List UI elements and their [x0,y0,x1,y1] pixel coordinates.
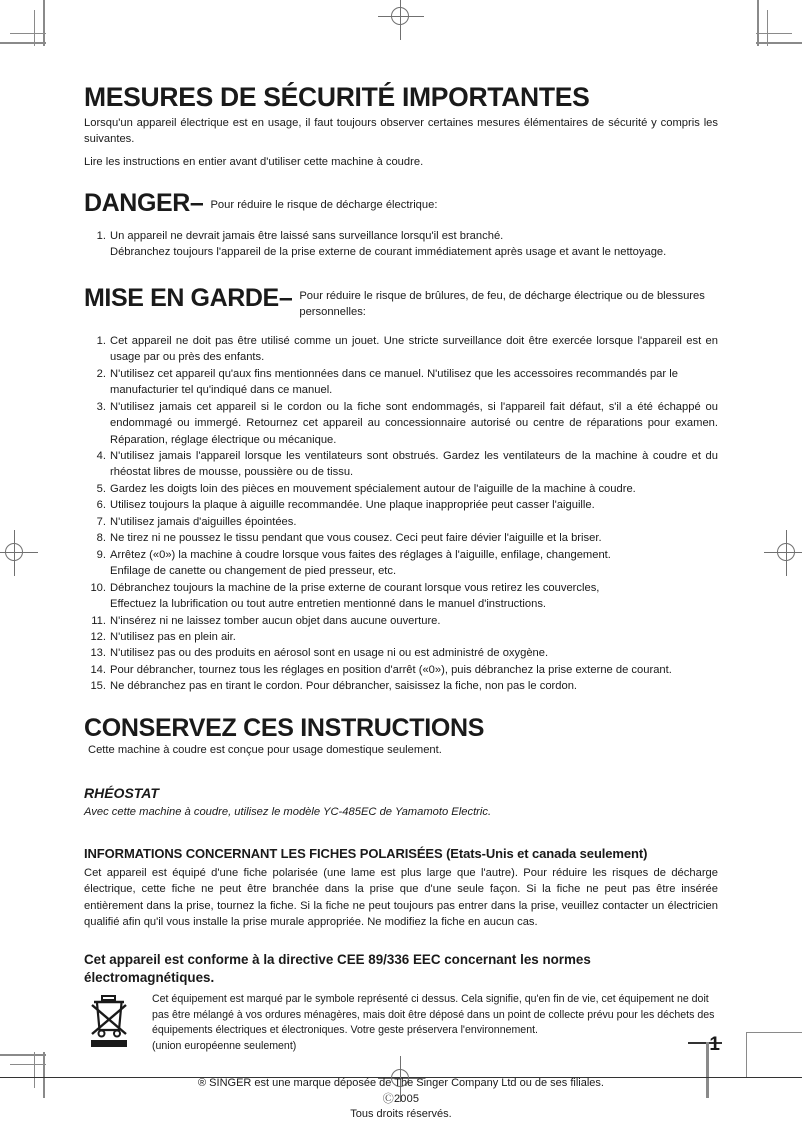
crop-mark-top-left-vertical [43,0,45,46]
warning-item-text: N'utilisez pas en plein air. [110,630,236,643]
crop-mark-top-left-horizontal [0,42,46,44]
warning-item [84,547,718,563]
weee-note: (union européenne seulement) [152,1039,297,1052]
warning-item-number: 11. [91,614,106,627]
warning-item-number: 4. [96,449,106,462]
warning-item-number: 6. [96,499,106,512]
warning-item-text: N'utilisez jamais d'aiguilles épointées. [110,515,297,528]
warning-item [84,448,718,481]
weee-notice [84,992,718,1054]
warning-item-list [84,333,718,695]
weee-text-block [150,992,718,1054]
document-page [84,84,718,1123]
polarized-title: INFORMATIONS CONCERNANT LES FICHES POLARISÉES (Etats-Unis et canada seulement) [84,846,648,862]
footer-copyright: Ⓒ2005 [382,1092,420,1105]
warning-item [84,580,718,596]
page-number: 1 [709,1034,720,1055]
rheostat-text: Avec cette machine à coudre, utilisez le modèle YC-485EC de Yamamoto Electric. [84,805,492,818]
warning-item [84,481,718,497]
warning-item-number: 9. [96,548,106,561]
warning-item [84,514,718,530]
crop-mark-top-right-vertical [757,0,759,46]
danger-keyword: DANGER– [84,188,204,217]
warning-heading [84,286,718,320]
warning-item-text: Débranchez toujours la machine de la prise externe de courant lorsque vous retirez les couvercles, [110,581,600,594]
warning-item [84,333,718,366]
crossed-out-wheeled-bin-icon [84,992,150,1053]
warning-item [84,530,718,546]
crop-mark-bottom-left-horizontal [0,1054,46,1056]
intro-paragraph-2: Lire les instructions en entier avant d'utiliser cette machine à coudre. [84,155,424,168]
crop-mark-bottom-right-inner-vertical [746,1032,747,1078]
warning-item-text: Ne tirez ni ne poussez le tissu pendant que vous cousez. Ceci peut faire dévier l'aiguille et la briser. [110,532,602,545]
danger-continuation: Débranchez toujours l'appareil de la prise externe de courant immédiatement après usage et avant le nettoyage. [110,246,667,258]
warning-item-number: 14. [90,663,106,676]
warning-keyword: MISE EN GARDE– [84,284,293,313]
warning-item-text: N'utilisez cet appareil qu'aux fins mentionnées dans ce manuel. N'utilisez que les accessoires recommandés par le manufacturier tel qu'indiqué dans ce manuel. [110,367,678,397]
warning-item-text: N'utilisez jamais cet appareil si le cordon ou la fiche sont endommagés, si l'appareil fait défaut, s'il a été échappé ou endommagé ou immergé. Retournez cet appareil au concessionnaire autorisé ou centre de réparations pour examen. Réparation, réglage électrique ou mécanique. [110,400,718,446]
crop-mark-top-right-horizontal [756,42,802,44]
warning-item-number: 10. [90,581,106,594]
warning-item-number: 13. [90,647,106,660]
crop-mark-bottom-right-inner-horizontal [746,1032,802,1033]
warning-item-number: 2. [96,367,106,380]
crop-mark-bottom-left-inner-horizontal [10,1064,46,1065]
warning-item-continuation: Enfilage de canette ou changement de pied presseur, etc. [110,565,397,578]
warning-item-number: 7. [96,515,106,528]
conserve-title: CONSERVEZ CES INSTRUCTIONS [84,713,485,742]
warning-item-text: Pour débrancher, tournez tous les réglages en position d'arrêt («0»), puis débranchez la prise externe de courant. [110,663,672,676]
warning-item [84,399,718,448]
warning-item [84,613,718,629]
warning-item [84,497,718,513]
crop-mark-top-left-inner-vertical [34,10,35,46]
warning-item-number: 15. [90,680,106,693]
warning-item-text: Utilisez toujours la plaque à aiguille recommandée. Une plaque inappropriée peut casser l'aiguille. [110,499,595,512]
warning-item-number: 3. [96,400,106,413]
footer [84,1076,718,1123]
warning-item-text: Arrêtez («0») la machine à coudre lorsque vous faites des réglages à l'aiguille, enfilage, changement. [110,548,611,561]
warning-item [84,645,718,661]
crop-mark-top-right-inner-horizontal [756,33,792,34]
danger-item [84,228,718,244]
warning-item-number: 1. [96,334,106,347]
warning-item-text: N'insérez ni ne laissez tomber aucun objet dans aucune ouverture. [110,614,441,627]
warning-item [84,366,718,399]
conserve-subtitle: Cette machine à coudre est conçue pour usage domestique seulement. [88,744,442,757]
footer-rights: Tous droits réservés. [350,1108,452,1121]
registration-mark-right-middle [764,530,802,576]
warning-item-number: 8. [96,532,106,545]
crop-mark-bottom-left-inner-vertical [34,1052,35,1088]
warning-item-text: N'utilisez jamais l'appareil lorsque les ventilateurs sont obstrués. Gardez les ventilateurs de la machine à coudre et du rhéostat libres de mousse, poussière ou de tissu. [110,449,718,479]
warning-item-number: 5. [96,482,106,495]
crop-mark-bottom-left-vertical [43,1052,45,1098]
cee-directive-title: Cet appareil est conforme à la directive CEE 89/336 EEC concernant les normes électromagnétiques. [84,951,591,985]
warning-item [84,629,718,645]
warning-item [84,662,718,678]
warning-subtitle: Pour réduire le risque de brûlures, de feu, de décharge électrique ou de blessures personnelles: [299,290,705,319]
warning-item-text: N'utilisez pas ou des produits en aérosol sont en usage ni ou est administré de oxygène. [110,647,549,660]
danger-item-text: Un appareil ne devrait jamais être laissé sans surveillance lorsqu'il est branché. [110,229,504,242]
danger-item-number: 1. [96,229,106,242]
danger-heading [84,188,718,217]
rheostat-title: RHÉOSTAT [84,784,159,801]
warning-item-text: Ne débranchez pas en tirant le cordon. Pour débrancher, saisissez la fiche, non pas le cordon. [110,680,578,693]
warning-item-number: 12. [90,630,106,643]
warning-item [84,678,718,694]
polarized-body: Cet appareil est équipé d'une fiche polarisée (une lame est plus large que l'autre). Pour réduire les risques de décharge électrique, cette fiche ne peut être branchée dans la prise que d'une seule façon. Si la fiche ne peut pas être insérée entièrement dans la prise, tournez la fiche. Si la fiche ne peut toujours pas entrer dans la prise, veuillez contacter un électricien qualifié afin qu'il vous installe la prise murale appropriée. Ne modifiez la fiche en aucun cas. [84,867,718,929]
warning-item-text: Gardez les doigts loin des pièces en mouvement spécialement autour de l'aiguille de la machine à coudre. [110,482,636,495]
danger-subtitle: Pour réduire le risque de décharge électrique: [210,198,438,211]
crop-mark-top-left-inner-horizontal [10,33,46,34]
registration-mark-left-middle [0,530,38,576]
warning-item-text: Cet appareil ne doit pas être utilisé comme un jouet. Une stricte surveillance doit être exercée lorsque l'appareil est en usage par ou près des enfants. [110,334,718,364]
warning-item-continuation: Effectuez la lubrification ou tout autre entretien mentionné dans le manuel d'instructions. [110,598,547,611]
page-title: MESURES DE SÉCURITÉ IMPORTANTES [84,82,590,112]
crop-mark-top-right-inner-vertical [767,10,768,46]
intro-paragraph-1: Lorsqu'un appareil électrique est en usage, il faut toujours observer certaines mesures élémentaires de sécurité y compris les suivantes. [84,116,718,146]
weee-body: Cet équipement est marqué par le symbole représenté ci dessus. Cela signifie, qu'en fin de vie, cet équipement ne doit pas être mélangé à vos ordures ménagères, mais doit être déposé dans un point de collecte prévu pour les déchets des équipements électriques et électroniques. Votre geste préservera l'environnement. [152,993,715,1037]
registration-mark-top-center [378,0,424,40]
footer-trademark: ® SINGER est une marque déposée de The Singer Company Ltd ou de ses filiales. [198,1077,604,1089]
